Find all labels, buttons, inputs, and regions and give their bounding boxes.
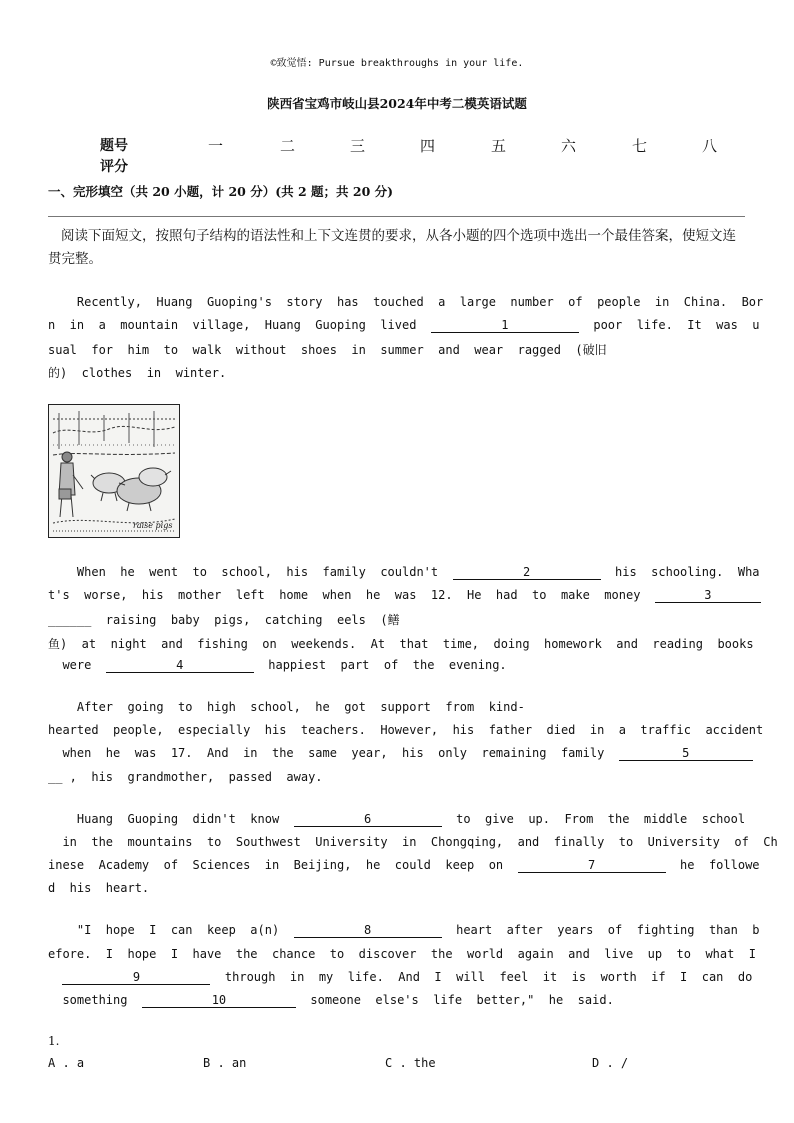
passage-line [48,770,748,784]
passage-text: "I hope I can keep a(n) [48,923,294,937]
passage-text: when he was 17. And in the same year, his only remaining family [48,746,619,760]
option-a[interactable]: A . a [48,1056,85,1070]
score-column-3: 三 [350,137,366,155]
blank-5[interactable]: 5 [619,746,753,761]
passage-line [48,565,760,580]
blank-10[interactable]: 10 [142,993,296,1008]
passage-text-after-blank: someone else's life better," he said. [295,993,614,1007]
blank-9[interactable]: 9 [62,970,210,985]
passage-text: hearted people, especially his teachers. However, his father died in a traffic accident [48,723,764,737]
passage-text-after-blank: to give up. From the middle school [441,812,746,826]
passage-text: were [48,658,106,672]
passage-line [48,993,748,1008]
header-motto: ©致觉悟: Pursue breakthroughs in your life. [270,58,524,69]
blank-8[interactable]: 8 [294,923,442,938]
passage-text: something [48,993,142,1007]
passage-line [48,295,764,309]
passage-line [48,947,757,961]
score-column-6: 六 [561,137,577,155]
passage-text: d his heart. [48,881,150,895]
passage-text: __ , his grandmother, passed away. [48,770,323,784]
passage-line [48,881,748,895]
passage-text-after-blank: through in my life. And I will feel it is worth if I can do [210,970,753,984]
score-column-7: 七 [632,137,648,155]
score-table-row-label-number: 题号 [100,138,128,154]
score-column-1: 一 [208,137,224,155]
page-title: 陕西省宝鸡市岐山县2024年中考二模英语试题 [267,96,527,111]
passage-text: 的) clothes in winter. [48,366,227,380]
score-column-8: 八 [702,137,718,155]
passage-text: ______ raising baby pigs, catching eels (鳝 [48,613,400,627]
sketch-image [49,405,179,537]
passage-text: efore. I hope I have the chance to discover the world again and live up to what I [48,947,757,961]
passage-text-after-blank: happiest part of the evening. [253,658,507,672]
option-d[interactable]: D . / [592,1056,629,1070]
blank-2[interactable]: 2 [453,565,601,580]
passage-line [48,700,748,714]
passage-text: Huang Guoping didn't know [48,812,294,826]
passage-line [48,364,748,381]
illustration-caption: raise pigs [133,521,173,530]
question-number: 1. [48,1034,60,1048]
raise-pigs-illustration [48,404,180,538]
blank-4[interactable]: 4 [106,658,254,673]
passage-text: When he went to school, his family couldn't [48,565,453,579]
blank-1[interactable]: 1 [431,318,579,333]
passage-line [48,858,760,873]
passage-text: 鱼) at night and fishing on weekends. At that time, doing homework and reading books [48,637,754,651]
passage-line [48,635,754,652]
passage-line [48,588,748,603]
score-table-row-label-score: 评分 [100,159,128,175]
passage-text: sual for him to walk without shoes in summer and wear ragged (破旧 [48,343,607,357]
score-column-4: 四 [420,137,436,155]
passage-line [48,318,760,333]
passage-line [48,923,760,938]
passage-line [48,812,748,827]
instructions: 阅读下面短文，按照句子结构的语法性和上下文连贯的要求，从各小题的四个选项中选出一个最佳答案，使短文连贯完整。 [48,228,736,267]
option-c[interactable]: C . the [385,1056,436,1070]
passage-text: t's worse, his mother left home when he was 12. He had to make money [48,588,655,602]
section-divider [48,216,745,217]
passage-text-after-blank: poor life. It was u [578,318,760,332]
blank-7[interactable]: 7 [518,858,666,873]
passage-text-after-blank: heart after years of fighting than b [441,923,760,937]
passage-text-after-blank: his schooling. Wha [600,565,760,579]
passage-line [48,658,748,673]
passage-text: inese Academy of Sciences in Beijing, he could keep on [48,858,518,872]
passage-line [48,611,748,628]
passage-text: n in a mountain village, Huang Guoping lived [48,318,431,332]
passage-text [48,970,62,984]
passage-line [48,341,748,358]
passage-text: After going to high school, he got support from kind- [48,700,525,714]
passage-text-after-blank: he followe [665,858,760,872]
blank-3[interactable]: 3 [655,588,761,603]
option-b[interactable]: B . an [203,1056,247,1070]
passage-line [48,723,764,737]
blank-6[interactable]: 6 [294,812,442,827]
passage-line [48,746,748,761]
score-column-5: 五 [491,137,507,155]
score-column-2: 二 [280,137,296,155]
passage-text: in the mountains to Southwest University in Chongqing, and finally to University of Ch [48,835,778,849]
passage-line [48,835,778,849]
section-heading: 一、完形填空（共 20 小题，计 20 分）(共 2 题；共 20 分) [48,184,394,199]
passage-line [48,970,753,985]
passage-text: Recently, Huang Guoping's story has touched a large number of people in China. Bor [48,295,764,309]
